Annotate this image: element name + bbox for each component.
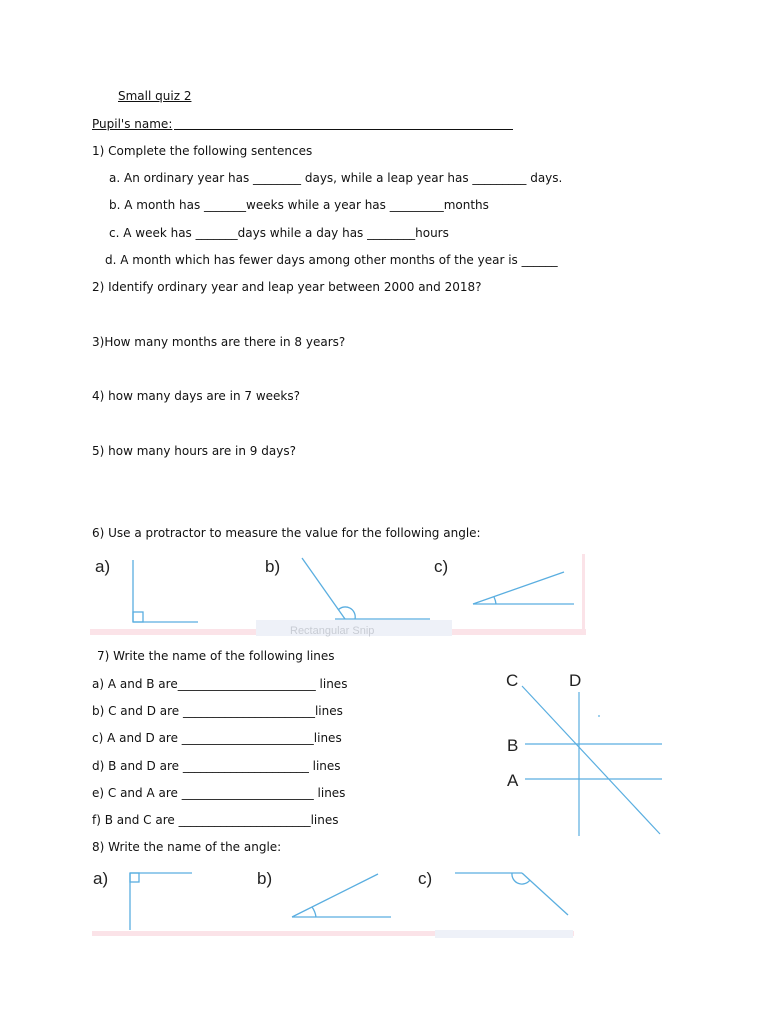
- q5-text: 5) how many hours are in 9 days?: [92, 444, 296, 458]
- line-label-a: A: [507, 771, 519, 790]
- stray-dot: [598, 715, 600, 717]
- q6c-angle-arc: [494, 597, 496, 604]
- q3-text: 3)How many months are there in 8 years?: [92, 335, 346, 349]
- q7-item-e: e) C and A are ______________________ lines: [92, 786, 346, 800]
- q7-item-c: c) A and D are ______________________lines: [92, 731, 342, 745]
- q8a-right-angle-mark: [130, 873, 139, 882]
- q1-heading: 1) Complete the following sentences: [92, 144, 313, 158]
- pupil-name-label: Pupil's name:: [92, 117, 173, 131]
- q7-item-f: f) B and C are ______________________lines: [92, 813, 339, 827]
- q8-label-a: a): [93, 869, 109, 888]
- q4-text: 4) how many days are in 7 weeks?: [92, 389, 300, 403]
- q6-angles-figure: [90, 548, 586, 638]
- q6a-right-angle-mark: [133, 612, 143, 622]
- q7-item-d: d) B and D are _____________________ lines: [92, 759, 341, 773]
- snip-watermark: Rectangular Snip: [290, 625, 375, 637]
- snip-overlay: [435, 930, 573, 938]
- q7-heading: 7) Write the name of the following lines: [97, 649, 335, 663]
- q6-label-b: b): [265, 557, 281, 576]
- q6-label-a: a): [95, 557, 111, 576]
- q8-label-c: c): [418, 869, 433, 888]
- q7-item-a: a) A and B are_______________________ lines: [92, 677, 348, 691]
- quiz-title: Small quiz 2: [118, 89, 192, 103]
- q1-item-a: a. An ordinary year has ________ days, while a leap year has _________ days.: [109, 171, 563, 185]
- q8-heading: 8) Write the name of the angle:: [92, 840, 282, 854]
- q8b-angle-arc: [312, 907, 316, 917]
- q6-label-c: c): [434, 557, 449, 576]
- q1-item-b: b. A month has _______weeks while a year has _________months: [109, 198, 489, 212]
- q2-text: 2) Identify ordinary year and leap year between 2000 and 2018?: [92, 280, 482, 294]
- line-c: [522, 686, 660, 834]
- q8-label-b: b): [257, 869, 273, 888]
- pupil-name-line: [174, 129, 513, 130]
- pink-strip-right: [582, 554, 585, 634]
- q8b-slanted-ray: [292, 874, 378, 917]
- line-label-b: B: [507, 736, 519, 755]
- q7-lines-figure: [500, 664, 670, 840]
- q7-item-b: b) C and D are ______________________lines: [92, 704, 343, 718]
- q6c-slanted-ray: [473, 572, 564, 604]
- q8c-slanted-ray: [522, 873, 568, 915]
- q8-angles-figure: [90, 862, 574, 940]
- q1-item-d: d. A month which has fewer days among other months of the year is ______: [105, 253, 558, 267]
- q1-item-c: c. A week has _______days while a day has ________hours: [109, 226, 449, 240]
- line-label-d: D: [569, 671, 582, 690]
- line-label-c: C: [506, 671, 519, 690]
- q6-heading: 6) Use a protractor to measure the value for the following angle:: [92, 526, 481, 540]
